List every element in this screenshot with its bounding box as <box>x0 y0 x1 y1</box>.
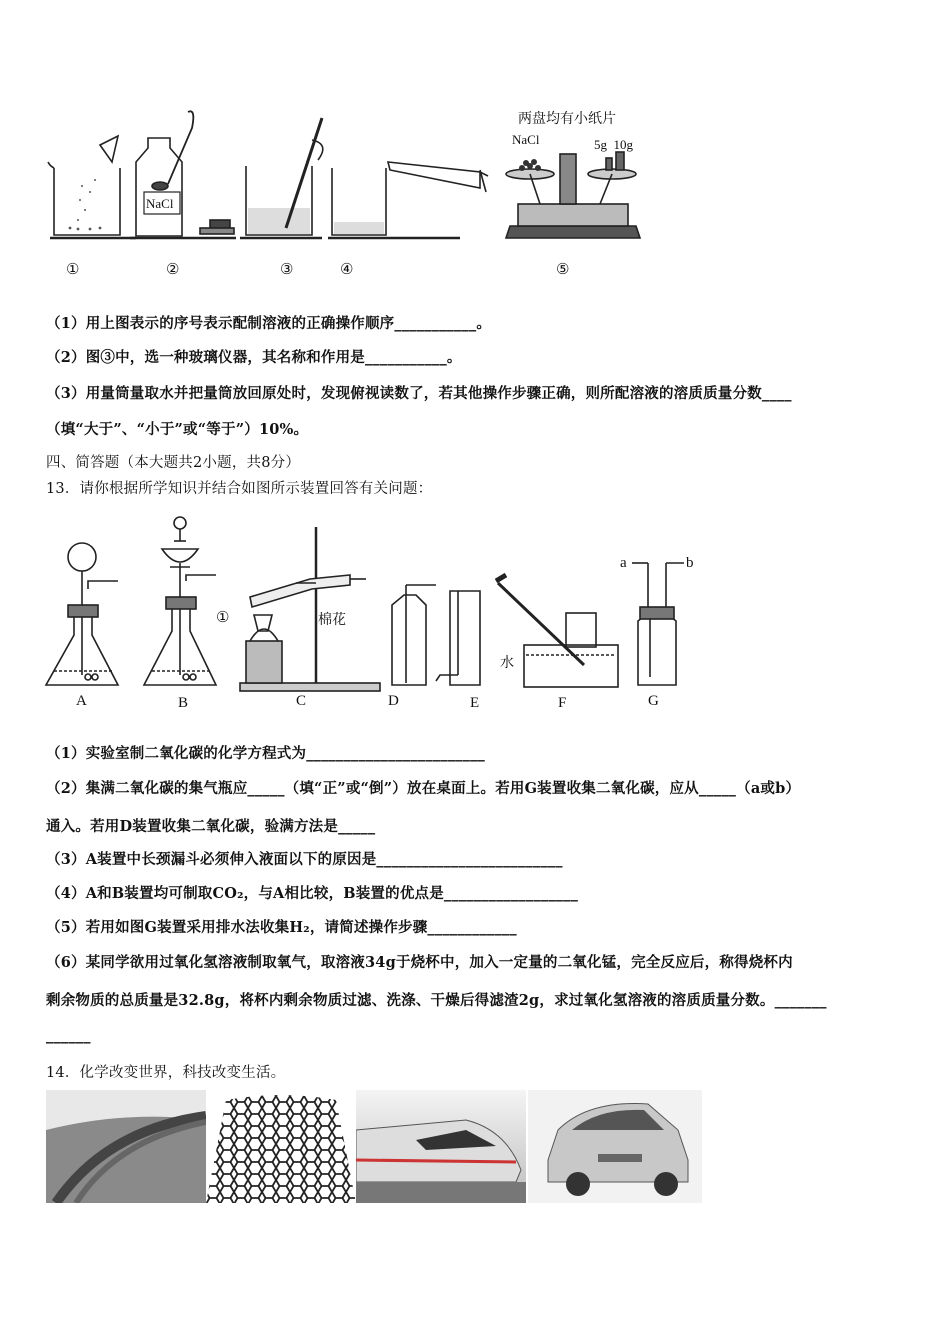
question-13-2: （2）集满二氧化碳的集气瓶应_____（填“正”或“倒”）放在桌面上。若用G装置收集二氧化碳，应从_____（a或b） <box>46 780 801 797</box>
photo-graphene <box>206 1090 356 1203</box>
question-13-6: （6）某同学欲用过氧化氢溶液制取氧气，取溶液34g于烧杯中，加入一定量的二氧化锰，完全反应后，称得烧杯内 <box>46 954 793 971</box>
question-14-title: 14．化学改变世界，科技改变生活。 <box>46 1065 286 1081</box>
question-13-2-continued: 通入。若用D装置收集二氧化碳，验满方法是_____ <box>46 818 376 835</box>
balance-nacl-label: NaCl <box>512 132 540 147</box>
g-port-b: b <box>686 555 694 571</box>
question-13-6-continued: 剩余物质的总质量是32.8g，将杯内剩余物质过滤、洗涤、干燥后得滤渣2g，求过氧化氢溶液的溶质质量分数。_______ <box>46 992 827 1009</box>
question-12-2: （2）图③中，选一种玻璃仪器，其名称和作用是___________。 <box>46 349 462 366</box>
question-13-3: （3）A装置中长颈漏斗必须伸入液面以下的原因是_________________________ <box>46 851 563 868</box>
question-13-4: （4）A和B装置均可制取CO₂，与A相比较，B装置的优点是__________________ <box>46 885 579 902</box>
photo-car <box>528 1090 702 1203</box>
question-12-3: （3）用量筒量取水并把量筒放回原处时，发现俯视读数了，若其他操作步骤正确，则所配溶液的溶质质量分数____ <box>46 385 792 402</box>
question-13-title: 13．请你根据所学知识并结合如图所示装置回答有关问题： <box>46 481 433 497</box>
weights-label: 5g 10g <box>594 137 633 152</box>
apparatus-label-d: D <box>388 693 399 709</box>
balance-caption: 两盘均有小纸片 <box>518 111 616 127</box>
apparatus-label-c: C <box>296 693 307 709</box>
bottle-label: NaCl <box>146 196 174 211</box>
question-13-5: （5）若用如图G装置采用排水法收集H₂，请简述操作步骤____________ <box>46 919 517 936</box>
apparatus-label-e: E <box>470 695 480 711</box>
g-port-a: a <box>620 555 627 571</box>
question-13-6-answer-line: ______ <box>46 1027 91 1044</box>
step-5: ⑤ <box>556 262 570 278</box>
marker-1: ① <box>216 610 230 626</box>
apparatus-label-a: A <box>76 693 87 709</box>
question-12-1: （1）用上图表示的序号表示配制溶液的正确操作顺序___________。 <box>46 315 492 332</box>
apparatus-label-f: F <box>558 695 567 711</box>
section-4-title: 四、简答题（本大题共2小题，共8分） <box>46 455 301 471</box>
water-label: 水 <box>500 655 514 671</box>
question-13-1: （1）实验室制二氧化碳的化学方程式为________________________ <box>46 745 485 762</box>
question-12-3-continued: （填“大于”、“小于”或“等于”）10%。 <box>46 421 309 438</box>
figure-lab-apparatus <box>40 505 720 715</box>
apparatus-label-b: B <box>178 695 189 711</box>
step-1: ① <box>66 262 80 278</box>
step-2: ② <box>166 262 180 278</box>
step-4: ④ <box>340 262 354 278</box>
photo-bridge <box>46 1090 206 1203</box>
cotton-label: 棉花 <box>318 612 346 628</box>
step-3: ③ <box>280 262 294 278</box>
photo-high-speed-train <box>356 1090 526 1203</box>
apparatus-label-g: G <box>648 693 659 709</box>
